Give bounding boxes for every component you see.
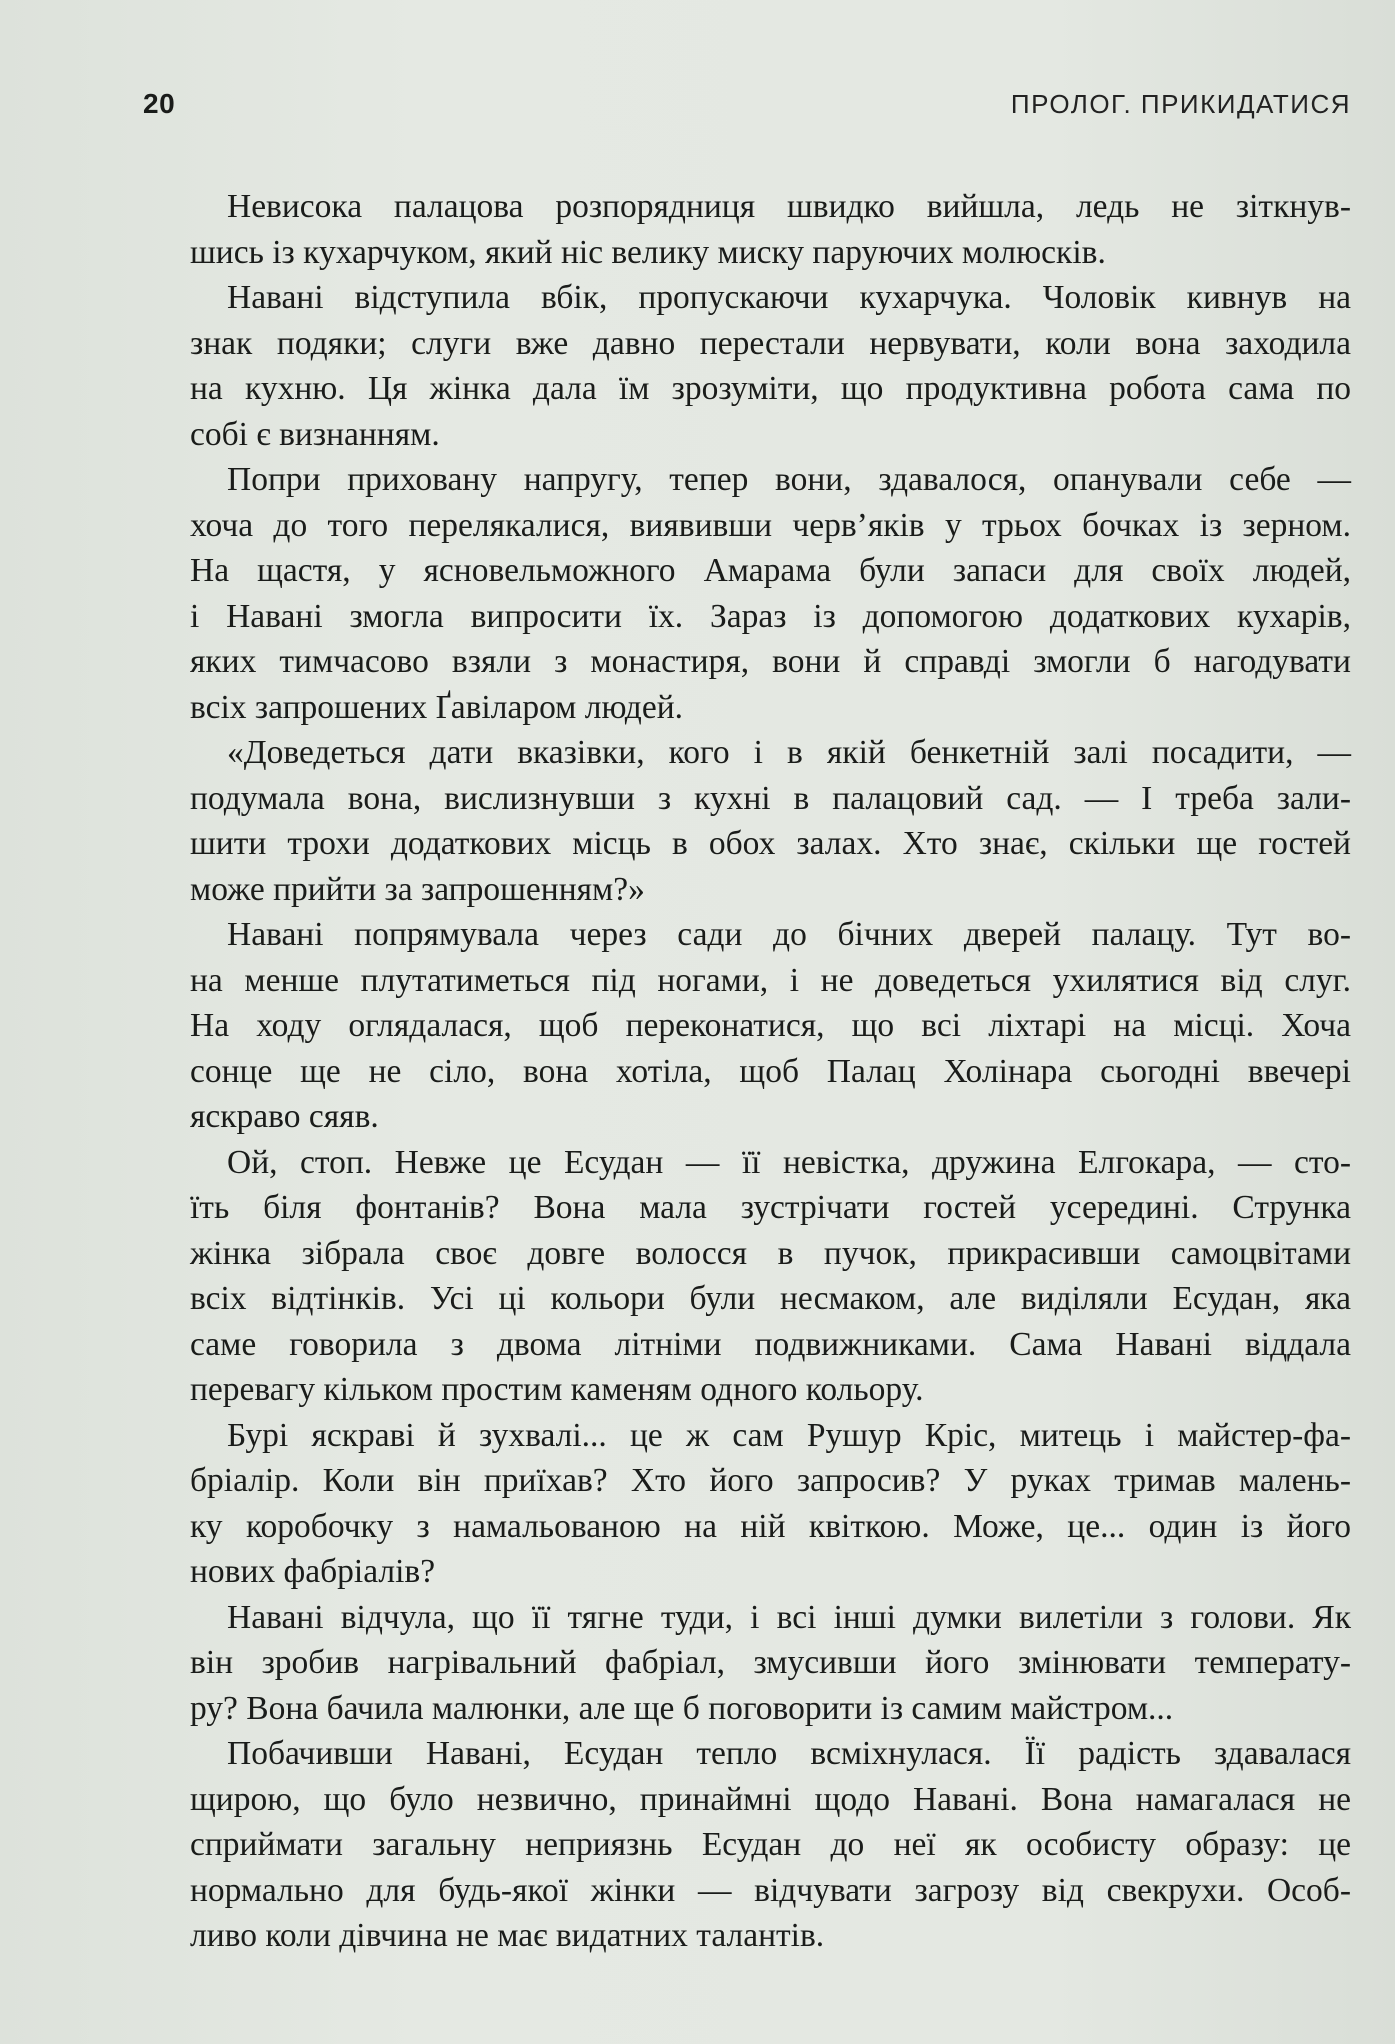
text-line: На ходу оглядалася, щоб переконатися, що всі ліхтарі на місці. Хоча [190,1007,1351,1044]
text-line: жінка зібрала своє довге волосся в пучок, прикрасивши самоцвітами [190,1234,1351,1272]
text-line: Попри приховану напругу, тепер вони, здавалося, опанували себе — [227,461,1351,498]
text-line: на кухню. Ця жінка дала їм зрозуміти, що продуктивна робота сама по [190,370,1351,407]
text-line: може прийти за запрошенням?» [190,870,645,908]
text-line: щирою, що було незвично, принаймні щодо Навані. Вона намагалася не [190,1780,1351,1818]
text-line: подумала вона, вислизнувши з кухні в палацовий сад. — І треба зали- [190,779,1351,817]
text-line: саме говорила з двома літніми подвижниками. Сама Навані віддала [190,1325,1351,1363]
text-line: нормально для будь-якої жінки — відчувати загрозу від свекрухи. Особ- [190,1871,1351,1909]
text-line: їть біля фонтанів? Вона мала зустрічати гостей усередині. Струнка [190,1189,1351,1226]
text-line: Невисока палацова розпорядниця швидко вийшла, ледь не зіткнув- [227,188,1351,225]
text-line: і Навані змогла випросити їх. Зараз із допомогою додаткових кухарів, [190,597,1351,635]
paragraph [153,184,1351,275]
text-line: Навані відступила вбік, пропускаючи кухарчука. Чоловік кивнув на [227,279,1351,316]
text-line: знак подяки; слуги вже давно перестали нервувати, коли вона заходила [190,324,1351,362]
text-line: яскраво сяяв. [190,1098,379,1135]
text-line: Навані попрямувала через сади до бічних дверей палацу. Тут во- [227,916,1351,953]
paragraph [153,457,1351,730]
paragraph [153,730,1351,912]
text-line: перевагу кільком простим каменям одного кольору. [190,1371,924,1408]
text-line: шись із кухарчуком, який ніс велику миску паруючих молюсків. [190,233,1106,271]
page-header [143,88,1351,128]
text-line: собі є визнанням. [190,415,440,453]
running-title: ПРОЛОГ. ПРИКИДАТИСЯ [1010,89,1351,119]
paragraph [153,1595,1351,1732]
paragraph [153,1413,1351,1595]
text-line: Навані відчула, що її тягне туди, і всі інші думки вилетіли з голови. Як [227,1598,1351,1636]
page-number: 20 [143,88,176,119]
text-line: Ой, стоп. Невже це Есудан — її невістка, дружина Елгокара, — сто- [227,1143,1351,1181]
text-line: яких тимчасово взяли з монастиря, вони й справді змогли б нагодувати [190,643,1351,680]
text-line: всіх відтінків. Усі ці кольори були несмаком, але виділяли Есудан, яка [190,1280,1351,1317]
text-line: бріалір. Коли він приїхав? Хто його запросив? У руках тримав малень- [190,1462,1351,1499]
paragraph [153,1731,1351,1959]
paragraph [153,1140,1351,1413]
text-line: шити трохи додаткових місць в обох залах. Хто знає, скільки ще гостей [190,825,1351,862]
text-line: нових фабріалів? [190,1553,436,1590]
text-line: сприймати загальну неприязнь Есудан до неї як особисту образу: це [190,1826,1351,1863]
text-line: На щастя, у ясновельможного Амарама були запаси для своїх людей, [190,552,1351,589]
text-line: на менше плутатиметься під ногами, і не доведеться ухилятися від слуг. [190,961,1351,999]
text-line: ру? Вона бачила малюнки, але ще б поговорити із самим майстром... [190,1689,1174,1727]
text-line: сонце ще не сіло, вона хотіла, щоб Палац Холінара сьогодні ввечері [190,1052,1351,1090]
text-line: Побачивши Навані, Есудан тепло всміхнулася. Її радість здавалася [227,1735,1351,1772]
text-line: ливо коли дівчина не має видатних талантів. [190,1917,825,1954]
text-line: Бурі яскраві й зухвалі... це ж сам Рушур Кріс, митець і майстер-фа- [227,1416,1351,1454]
text-line: він зробив нагрівальний фабріал, змусивши його змінювати температу- [190,1644,1351,1681]
paragraph [153,275,1351,457]
text-line: хоча до того перелякалися, виявивши черв’яків у трьох бочках із зерном. [190,506,1351,544]
paragraph [153,912,1351,1140]
body-text [153,184,1351,1959]
text-line: всіх запрошених Ґавіларом людей. [190,688,684,726]
text-line: «Доведеться дати вказівки, кого і в якій бенкетній залі посадити, — [227,734,1351,771]
text-line: ку коробочку з намальованою на ній квіткою. Може, це... один із його [190,1507,1351,1545]
